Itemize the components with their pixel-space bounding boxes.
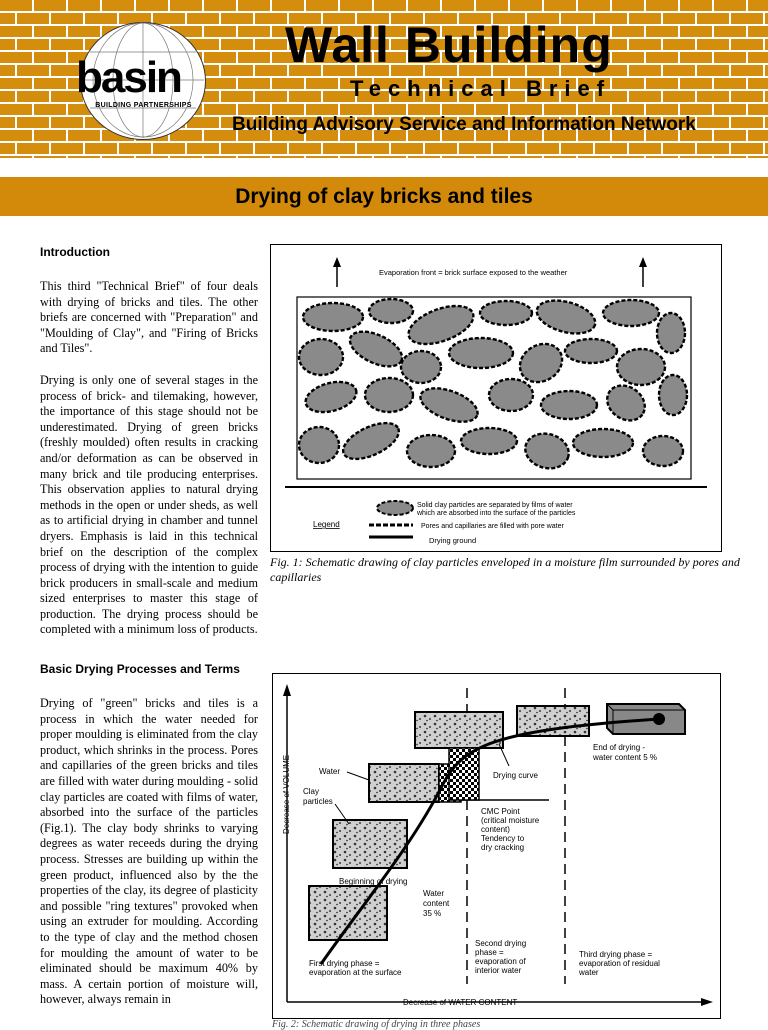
drying-curve-label: Drying curve: [493, 771, 538, 780]
section-heading-introduction: Introduction: [40, 245, 110, 259]
topic-banner: [0, 177, 768, 216]
figure-2-drawing: [273, 674, 720, 1018]
end-of-drying-2: water content 5 %: [593, 753, 658, 762]
cmc-1: CMC Point: [481, 807, 520, 816]
y-axis-label: Decrease of VOLUME: [282, 754, 291, 834]
water-content-3: 35 %: [423, 909, 442, 918]
legend-1-line-2: which are absorbed into the surface of the particles: [417, 510, 576, 517]
phase-1-line-2: evaporation at the surface: [309, 968, 402, 977]
water-content-1: Water: [423, 889, 445, 898]
phase-2-line-2: phase =: [475, 948, 504, 957]
phase-2-line-4: interior water: [475, 966, 522, 975]
cmc-4: Tendency to: [481, 834, 525, 843]
clay-label-2: particles: [303, 797, 333, 806]
evaporation-front-label: Evaporation front = brick surface exposed to the weather: [379, 268, 568, 277]
network-name: Building Advisory Service and Information Network: [232, 114, 696, 135]
phase-1-line-1: First drying phase =: [309, 959, 380, 968]
section-heading-basic: Basic Drying Processes and Terms: [40, 662, 240, 677]
header-banner: [0, 0, 768, 158]
phase-3-line-3: water: [579, 968, 599, 977]
logo-text: basin: [76, 53, 181, 102]
legend-2: Pores and capillaries are filled with pore water: [421, 523, 564, 530]
brief-title: Wall Building: [285, 17, 613, 73]
intro-paragraph-1: This third "Technical Brief" of four deals with drying of bricks and tiles. The other briefs are concerned with "Preparation" and "Moulding of Clay", and "Firing of Bricks and Tiles".: [40, 279, 258, 356]
basic-paragraph-1: Drying of "green" bricks and tiles is a process in which the water needed for proper moulding is eliminated from the clay product, which shrinks in the process. Pores and capillaries of the green bricks and tiles are filled with water during moulding - solid clay particles are coated with films of water, absorbed into the surface of the particles (Fig.1). The clay body shrinks to varying degrees as water receeds during the drying process. Stresses are building up within the green product, influenced also by the the properties of the clay, its degree of plasticity and possible "ring textures" provoked when using an extruder for moulding. According to the type of clay and the method chosen for moulding the amount of water to be eliminated should be maximum 40% by mass. A certain portion of moisture will, however, always remain in: [40, 696, 258, 1007]
end-of-drying-1: End of drying -: [593, 743, 646, 752]
logo-subtext: BUILDING PARTNERSHIPS: [95, 102, 192, 109]
left-column: [40, 245, 258, 1024]
basin-logo: [70, 22, 215, 137]
intro-paragraph-2: Drying is only one of several stages in the process of brick- and tilemaking, however, the importance of this stage should not be underestimated. Drying of green bricks (freshly moulded) often results in cracking and/or deformation as can be observed in many brick and tile producing enterprises. This observation applies to natural drying methods in the open or under sheds, as well as to artificial drying in chamber and tunnel dryers. Emphasis is laid in this technical brief on the description of the complex process of drying with the intention to guide brick producers in small-scale and medium sized enterprises to master this stage of production. The drying process should be completed with a minimum loss of products.: [40, 372, 258, 637]
phase-3-line-2: evaporation of residual: [579, 959, 660, 968]
water-label: Water: [319, 767, 341, 776]
x-axis-label: Decrease of WATER CONTENT: [403, 998, 518, 1007]
beginning-of-drying: Beginning of drying: [339, 877, 408, 886]
water-content-2: content: [423, 899, 450, 908]
figure-1-caption: Fig. 1: Schematic drawing of clay particles enveloped in a moisture film surrounded by pores and capillaries: [270, 555, 740, 584]
phase-2-line-3: evaporation of: [475, 957, 526, 966]
cmc-2: (critical moisture: [481, 816, 540, 825]
cmc-3: content): [481, 825, 510, 834]
brief-subtitle: Technical Brief: [350, 76, 612, 101]
figure-2-caption: Fig. 2: Schematic drawing of drying in three phases: [272, 1019, 481, 1030]
figure-1-drawing: [271, 245, 721, 551]
phase-3-line-1: Third drying phase =: [579, 950, 653, 959]
legend-3: Drying ground: [429, 536, 477, 545]
cmc-5: dry cracking: [481, 843, 525, 852]
legend-1-line-1: Solid clay particles are separated by films of water: [417, 502, 573, 509]
phase-2-line-1: Second drying: [475, 939, 527, 948]
clay-label-1: Clay: [303, 787, 320, 796]
legend-title: Legend: [313, 520, 340, 529]
figure-1: [270, 244, 722, 552]
topic-title: Drying of clay bricks and tiles: [235, 184, 533, 208]
figure-2: [272, 673, 721, 1019]
